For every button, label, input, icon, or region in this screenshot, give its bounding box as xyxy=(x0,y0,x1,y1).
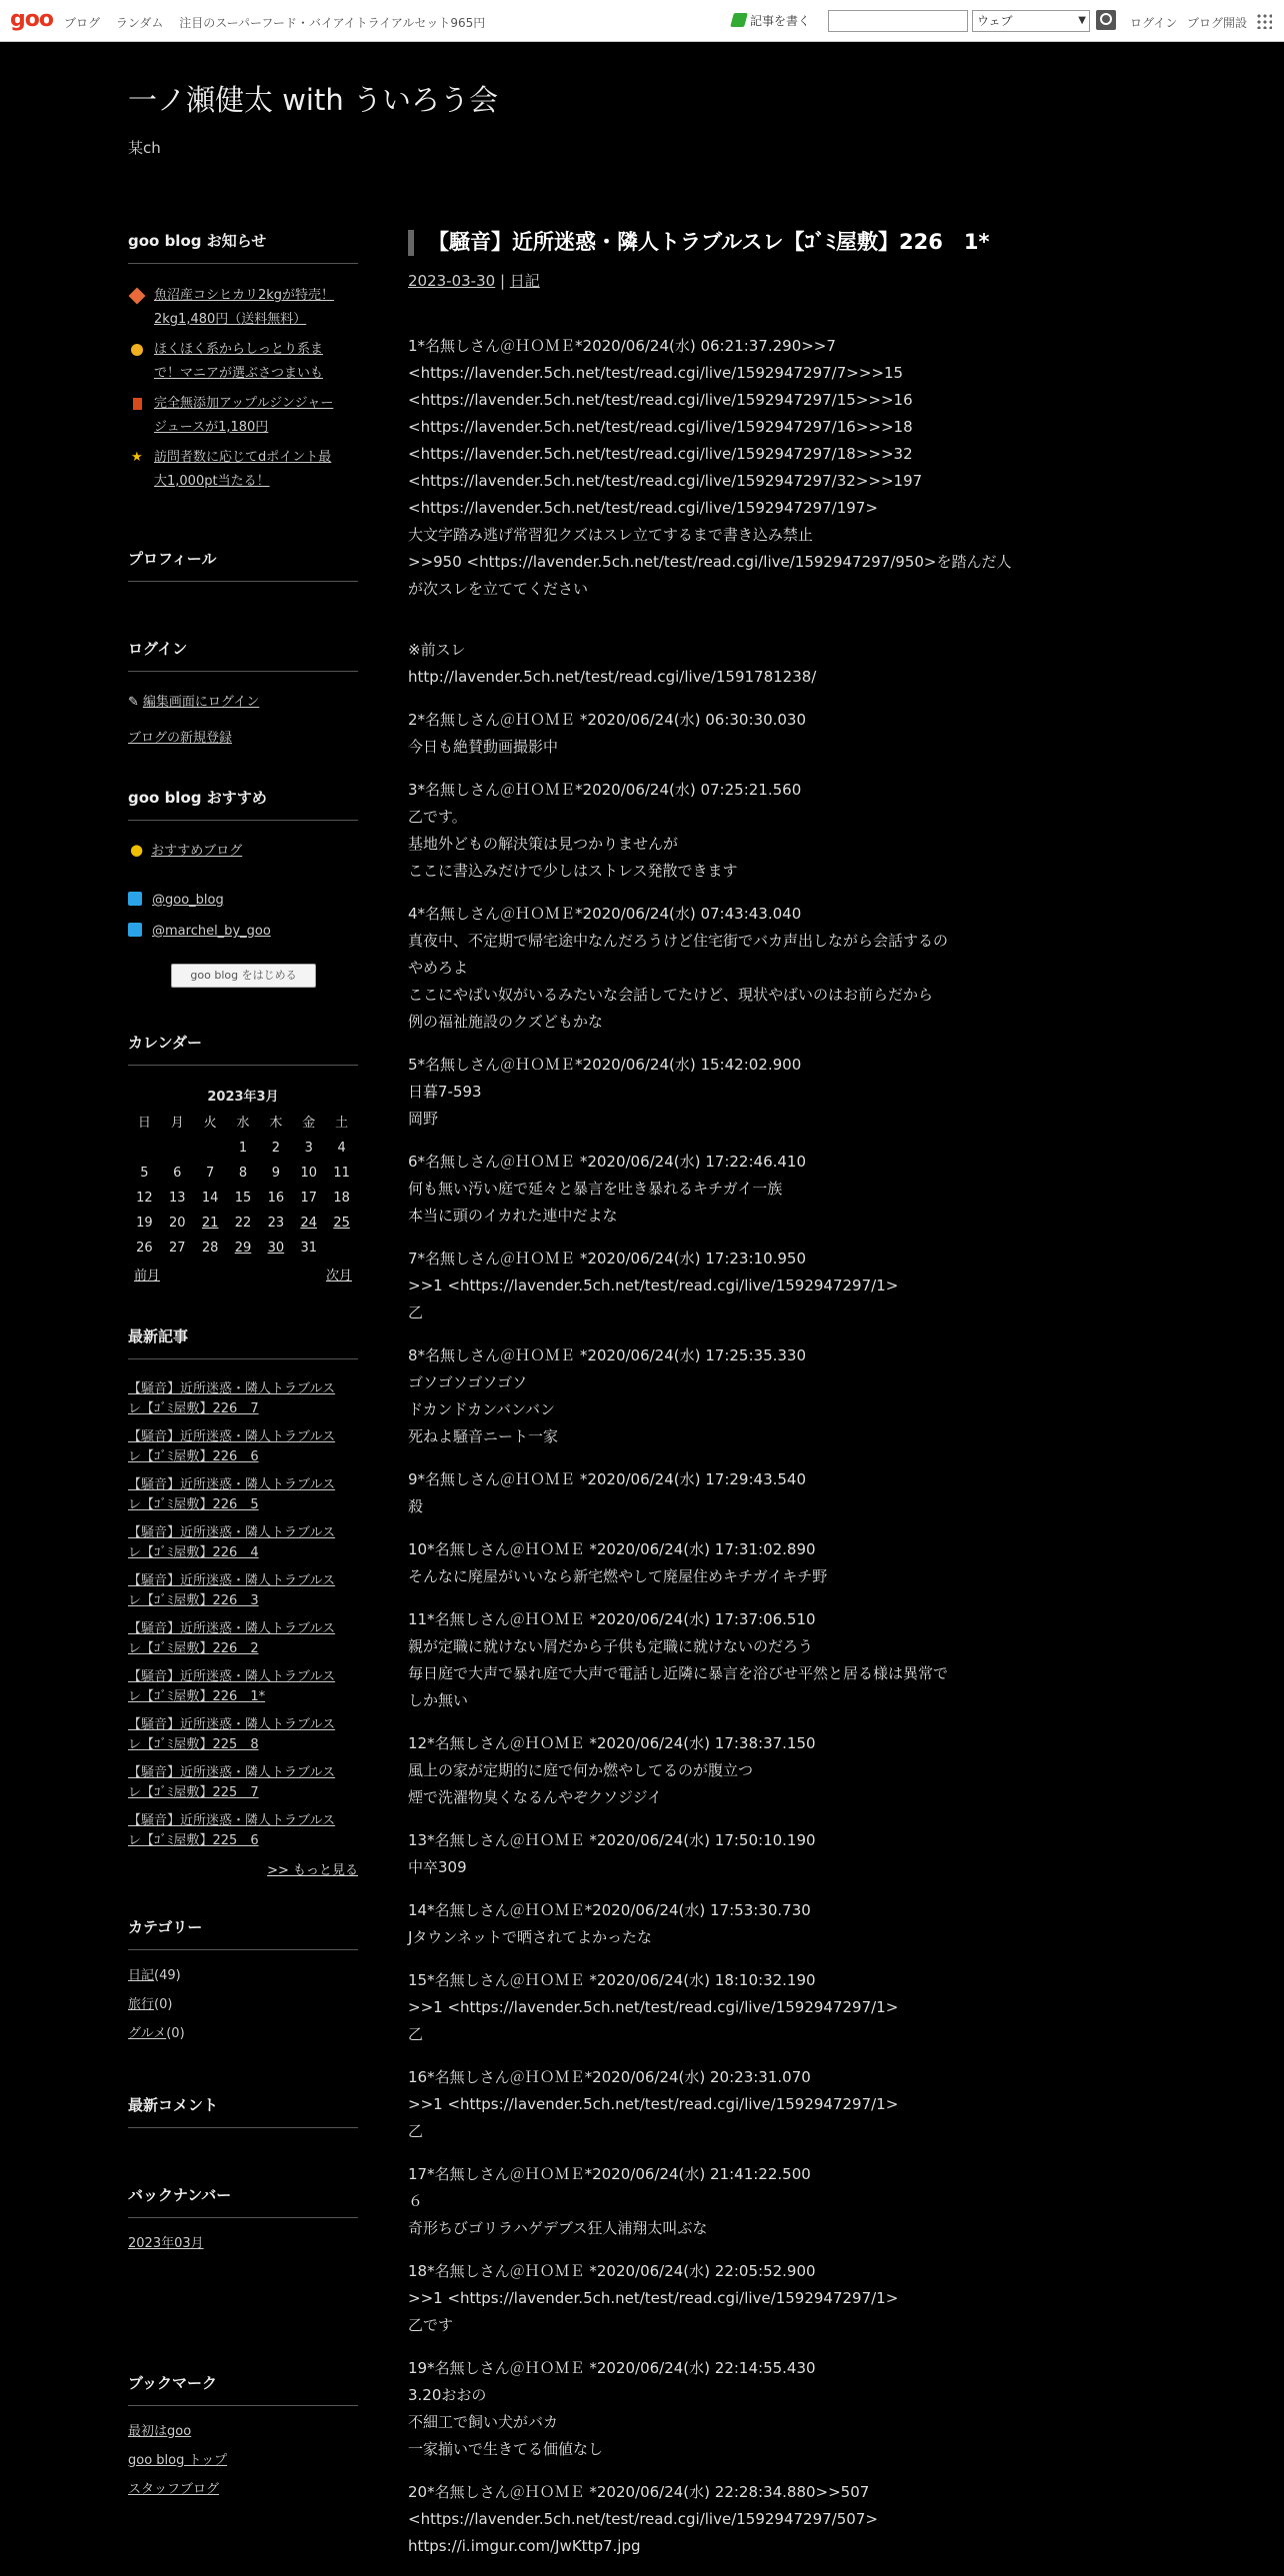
post-line: 乙 xyxy=(408,1303,424,1321)
notice-list xyxy=(128,284,358,494)
bookmark-list xyxy=(128,2422,358,2500)
post-line: 14*名無しさん＠ＨＯＭＥ*2020/06/24(水) 17:53:30.730 xyxy=(408,1901,811,1919)
grid-menu-icon[interactable] xyxy=(1256,13,1272,29)
twitter-row-1[interactable]: @goo_blog xyxy=(128,890,358,911)
post-line: 親が定職に就けない屑だから子供も定職に就けないのだろう xyxy=(408,1637,814,1655)
post-line: 大文字踏み逃げ常習犯クズはスレ立てするまで書き込み禁止 xyxy=(408,526,813,544)
calendar-day: 18 xyxy=(333,1191,350,1206)
goo-logo[interactable]: goo xyxy=(10,7,53,32)
post-line: が次スレを立ててください xyxy=(408,580,589,598)
star-icon: ★ xyxy=(131,450,143,465)
post-reply xyxy=(408,1246,1008,1326)
post-line: 16*名無しさん＠ＨＯＭＥ*2020/06/24(水) 20:23:31.070 xyxy=(408,2068,811,2086)
post-line: ゴソゴソゴソゴソ xyxy=(408,1373,528,1391)
post-line: ここにやばい奴がいるみたいな会話してたけど、現状やばいのはお前らだから xyxy=(408,986,934,1004)
calendar-day xyxy=(194,1136,227,1161)
post-title[interactable]: 【騒音】近所迷惑・隣人トラブルスレ【ｺﾞﾐ屋敷】226 1* xyxy=(408,224,1008,260)
bookmark-item[interactable]: 最初はgoo xyxy=(128,2424,192,2439)
blog-subtitle: 某ch xyxy=(128,139,161,157)
top-bar xyxy=(0,0,1284,42)
sidebar xyxy=(128,230,358,2500)
category-item[interactable]: グルメ(0) xyxy=(128,2026,185,2041)
notice-item[interactable]: 完全無添加アップルジンジャー ジュースが1,180円 xyxy=(128,392,358,440)
login-edit-row[interactable]: ✎ 編集画面にログイン xyxy=(128,695,260,710)
category-item[interactable]: 日記(49) xyxy=(128,1968,181,1983)
post-reply xyxy=(408,333,1012,603)
recent-article-item[interactable]: 【騒音】近所迷惑・隣人トラブルス レ【ｺﾞﾐ屋敷】225 7 xyxy=(128,1765,336,1800)
post-line: http://lavender.5ch.net/test/read.cgi/live/1591781238/ xyxy=(408,668,817,686)
post-line: <https://lavender.5ch.net/test/read.cgi/live/1592947297/7>>>15 xyxy=(408,364,904,382)
notice-heading: goo blog お知らせ xyxy=(128,230,358,264)
post-line: <https://lavender.5ch.net/test/read.cgi/live/1592947297/197> xyxy=(408,499,878,517)
backnumber-link[interactable]: 2023年03月 xyxy=(128,2236,204,2251)
calendar-day: 2 xyxy=(271,1141,280,1156)
calendar-day: 9 xyxy=(271,1166,280,1181)
post-line: 本当に頭のイカれた連中だよな xyxy=(408,1207,618,1225)
recommend-heading: goo blog おすすめ xyxy=(128,787,358,821)
spacer xyxy=(408,603,1008,637)
bookmark-item[interactable]: goo blog トップ xyxy=(128,2453,228,2468)
bookmark-heading: ブックマーク xyxy=(128,2372,358,2406)
post-reply xyxy=(408,1052,1008,1133)
post-reply xyxy=(408,2355,1008,2463)
spacer xyxy=(408,1951,1008,1967)
notice-item[interactable]: ★ 訪問者数に応じてdポイント最 大1,000pt当たる！ xyxy=(128,446,358,494)
calendar-day: 17 xyxy=(300,1191,317,1206)
post-reply xyxy=(408,1967,1008,2048)
notice-item[interactable]: ほくほく系からしっとり系ま で！マニアが選ぶさつまいも xyxy=(128,338,358,386)
calendar-day: 26 xyxy=(136,1241,153,1256)
spacer xyxy=(408,1520,1008,1536)
post-line: 13*名無しさん＠ＨＯＭＥ *2020/06/24(水) 17:50:10.190 xyxy=(408,1831,816,1849)
recent-list xyxy=(128,1379,358,1851)
post-line: >>950 <https://lavender.5ch.net/test/read.cgi/live/1592947297/950>を踏んだ人 xyxy=(408,553,1012,571)
category-heading: カテゴリー xyxy=(128,1916,358,1950)
post-reply xyxy=(408,1536,1008,1590)
calendar-week xyxy=(128,1161,358,1186)
spacer xyxy=(408,1133,1008,1149)
search-input[interactable] xyxy=(828,10,968,32)
post-reply xyxy=(408,1827,1008,1881)
login-heading: ログイン xyxy=(128,638,358,672)
calendar-day: 22 xyxy=(234,1216,252,1231)
post-line: 不細工で飼い犬がバカ xyxy=(408,2413,559,2431)
post-line: 死ねよ騒音ニート一家 xyxy=(408,1427,559,1445)
calendar-day: 19 xyxy=(136,1216,153,1231)
spacer xyxy=(408,761,1008,777)
calendar-day: 23 xyxy=(267,1216,285,1231)
post-line: ６ xyxy=(408,2192,424,2210)
post-meta: 2023-03-30 | 日記 xyxy=(408,272,540,290)
post-reply xyxy=(408,1466,1008,1520)
post-line: 中卒309 xyxy=(408,1858,467,1876)
post-line: >>1 <https://lavender.5ch.net/test/read.cgi/live/1592947297/1> xyxy=(408,1277,899,1294)
post-line: 乙です。 xyxy=(408,808,467,826)
calendar-nav xyxy=(128,1265,358,1284)
nav-blog[interactable]: ブログ xyxy=(64,16,101,30)
post-line: Jタウンネットで晒されてよかったな xyxy=(408,1928,652,1946)
spacer xyxy=(408,2048,1008,2064)
post-line: ここに書込みだけで少しはストレス発散できます xyxy=(408,862,738,880)
bookmark-item[interactable]: スタッフブログ xyxy=(128,2482,220,2497)
category-list xyxy=(128,1966,358,2044)
post-line: 1*名無しさん＠ＨＯＭＥ*2020/06/24(水) 06:21:37.290>>7 xyxy=(408,337,836,355)
calendar-week xyxy=(128,1136,358,1161)
post-reply xyxy=(408,1897,1008,1951)
bulb-icon: ● xyxy=(130,841,144,859)
post-line: しか無い xyxy=(408,1691,469,1709)
recent-article-item[interactable]: 【騒音】近所迷惑・隣人トラブルス レ【ｺﾞﾐ屋敷】226 7 xyxy=(128,1381,336,1416)
post-line: 風上の家が定期的に庭で何か燃やしてるのが腹立つ xyxy=(408,1761,754,1779)
recent-article-item[interactable]: 【騒音】近所迷惑・隣人トラブルス レ【ｺﾞﾐ屋敷】226 1* xyxy=(128,1669,336,1704)
post-reply xyxy=(408,2064,1008,2145)
calendar-day: 5 xyxy=(140,1166,149,1181)
spacer xyxy=(408,2145,1008,2161)
backnumber-heading: バックナンバー xyxy=(128,2184,358,2218)
post-line: 15*名無しさん＠ＨＯＭＥ *2020/06/24(水) 18:10:32.190 xyxy=(408,1971,816,1989)
write-article-link[interactable]: 記事を書く xyxy=(732,12,810,29)
spacer xyxy=(408,1881,1008,1897)
category-item[interactable]: 旅行(0) xyxy=(128,1997,173,2012)
calendar-day: 8 xyxy=(238,1166,248,1181)
calendar-day: 16 xyxy=(267,1191,285,1206)
post-category-link[interactable]: 日記 xyxy=(509,272,540,290)
calendar-day: 11 xyxy=(333,1166,350,1181)
search-button[interactable] xyxy=(1096,10,1116,30)
post-line: 2*名無しさん＠ＨＯＭＥ *2020/06/24(水) 06:30:30.030 xyxy=(408,711,807,729)
post-line: <https://lavender.5ch.net/test/read.cgi/live/1592947297/15>>>16 xyxy=(408,391,913,409)
blog-register-link[interactable]: ブログの新規登録 xyxy=(128,731,233,746)
post-reply xyxy=(408,1730,1008,1811)
spacer xyxy=(408,1230,1008,1246)
post-line: <https://lavender.5ch.net/test/read.cgi/live/1592947297/507> xyxy=(408,2510,878,2528)
calendar-day[interactable]: 29 xyxy=(234,1241,252,1256)
post-line: 奇形ちびゴリラハゲデブス狂人浦翔太叫ぶな xyxy=(408,2219,708,2237)
post-line: 岡野 xyxy=(408,1110,439,1128)
post-line: 何も無い汚い庭で延々と暴言を吐き暴れるキチガイ一族 xyxy=(408,1180,783,1198)
post-line: 7*名無しさん＠ＨＯＭＥ *2020/06/24(水) 17:23:10.950 xyxy=(408,1250,807,1268)
post-line: 3*名無しさん＠ＨＯＭＥ*2020/06/24(水) 07:25:21.560 xyxy=(408,781,802,799)
post-line: 今日も絶賛動画撮影中 xyxy=(408,738,559,756)
calendar-day xyxy=(128,1136,161,1161)
recent-article-item[interactable]: 【騒音】近所迷惑・隣人トラブルス レ【ｺﾞﾐ屋敷】226 5 xyxy=(128,1477,336,1512)
calendar-day xyxy=(325,1236,358,1261)
post-reply xyxy=(408,1149,1008,1230)
post-line: >>1 <https://lavender.5ch.net/test/read.cgi/live/1592947297/1> xyxy=(408,2095,899,2113)
spacer xyxy=(408,1326,1008,1342)
post-reply xyxy=(408,2258,1008,2339)
recent-article-item[interactable]: 【騒音】近所迷惑・隣人トラブルス レ【ｺﾞﾐ屋敷】226 6 xyxy=(128,1429,336,1464)
spacer xyxy=(408,2339,1008,2355)
calendar-body xyxy=(128,1136,358,1261)
calendar-day xyxy=(161,1136,194,1161)
post-line: 乙 xyxy=(408,2122,424,2140)
post-line: そんなに廃屋がいいなら新宅燃やして廃屋住めキチガイキチ野 xyxy=(408,1567,828,1585)
blog-title[interactable]: 一ノ瀬健太 with ういろう会 xyxy=(128,83,498,117)
calendar-heading: カレンダー xyxy=(128,1032,358,1066)
post-reply xyxy=(408,1606,1008,1714)
calendar-prev-link[interactable]: 前月 xyxy=(134,1269,161,1284)
post-body xyxy=(408,333,1012,2576)
post-line: 一家揃いで生きてる価値なし xyxy=(408,2440,604,2458)
calendar-day: 31 xyxy=(300,1241,317,1256)
post-line: 5*名無しさん＠ＨＯＭＥ*2020/06/24(水) 15:42:02.900 xyxy=(408,1056,802,1074)
spacer xyxy=(408,1714,1008,1730)
post-reply xyxy=(408,901,1008,1036)
search-scope-select[interactable]: ウェブ ▼ xyxy=(972,10,1090,32)
post-date-link[interactable]: 2023-03-30 xyxy=(408,272,496,290)
post-line: 基地外どもの解決策は見つかりませんが xyxy=(408,835,679,853)
post-line: 例の福祉施設のクズどもかな xyxy=(408,1013,603,1031)
post-line: ※前スレ xyxy=(408,641,466,659)
calendar xyxy=(128,1086,358,1284)
spacer xyxy=(408,1450,1008,1466)
notice-icon xyxy=(129,288,146,305)
post-line: 18*名無しさん＠ＨＯＭＥ *2020/06/24(水) 22:05:52.900 xyxy=(408,2262,816,2280)
nav-ad[interactable]: 注目のスーパーフード・バイアイトライアルセット965円 xyxy=(179,16,486,30)
calendar-day: 15 xyxy=(234,1191,252,1206)
post-line: 17*名無しさん＠ＨＯＭＥ*2020/06/24(水) 21:41:22.500 xyxy=(408,2165,811,2183)
recent-article-item[interactable]: 【騒音】近所迷惑・隣人トラブルス レ【ｺﾞﾐ屋敷】226 3 xyxy=(128,1573,336,1608)
more-link[interactable]: >> もっと見る xyxy=(267,1863,358,1878)
pen-icon xyxy=(730,13,748,27)
calendar-week xyxy=(128,1211,358,1236)
post-line: 9*名無しさん＠ＨＯＭＥ *2020/06/24(水) 17:29:43.540 xyxy=(408,1470,807,1488)
calendar-day: 27 xyxy=(169,1241,186,1256)
calendar-next-link[interactable]: 次月 xyxy=(325,1269,352,1284)
spacer xyxy=(408,691,1008,707)
calendar-day: 10 xyxy=(300,1166,317,1181)
post-line: 20*名無しさん＠ＨＯＭＥ *2020/06/24(水) 22:28:34.880>>507 xyxy=(408,2483,870,2501)
post-line: 19*名無しさん＠ＨＯＭＥ *2020/06/24(水) 22:14:55.430 xyxy=(408,2359,816,2377)
previous-thread-block xyxy=(408,637,1008,691)
post-line: 12*名無しさん＠ＨＯＭＥ *2020/06/24(水) 17:38:37.150 xyxy=(408,1734,816,1752)
chevron-down-icon: ▼ xyxy=(1078,15,1086,26)
spacer xyxy=(408,885,1008,901)
calendar-week xyxy=(128,1186,358,1211)
twitter-icon xyxy=(128,892,142,906)
post-line: 真夜中、不定期で帰宅途中なんだろうけど住宅街でバカ声出しながら会話するの xyxy=(408,932,949,950)
post-line: やめろよ xyxy=(408,959,469,977)
profile-heading: プロフィール xyxy=(128,548,358,582)
post-line: ドカンドカンバンバン xyxy=(408,1400,556,1418)
post-line: 殺 xyxy=(408,1497,424,1515)
calendar-day: 12 xyxy=(136,1191,153,1206)
calendar-day: 1 xyxy=(238,1141,248,1156)
post-line: https://i.imgur.com/JwKttp7.jpg xyxy=(408,2537,641,2555)
post-line: >>1 <https://lavender.5ch.net/test/read.cgi/live/1592947297/1> xyxy=(408,2289,899,2307)
calendar-day[interactable]: 21 xyxy=(201,1216,219,1231)
post-line: >>1 <https://lavender.5ch.net/test/read.cgi/live/1592947297/1> xyxy=(408,1998,899,2016)
post-line: 3.20おおの xyxy=(408,2386,487,2404)
blog-start-link[interactable]: ブログ開設 xyxy=(1187,16,1248,30)
spacer xyxy=(408,2463,1008,2479)
recent-article-item[interactable]: 【騒音】近所迷惑・隣人トラブルス レ【ｺﾞﾐ屋敷】226 4 xyxy=(128,1525,336,1560)
post-line: 日暮7-593 xyxy=(408,1083,482,1101)
recent-article-item[interactable]: 【騒音】近所迷惑・隣人トラブルス レ【ｺﾞﾐ屋敷】225 8 xyxy=(128,1717,336,1752)
post-reply xyxy=(408,2479,1008,2560)
calendar-day: 14 xyxy=(201,1191,219,1206)
recent-article-item[interactable]: 【騒音】近所迷惑・隣人トラブルス レ【ｺﾞﾐ屋敷】226 2 xyxy=(128,1621,336,1656)
calendar-day: 6 xyxy=(173,1166,182,1181)
recent-heading: 最新記事 xyxy=(128,1325,358,1359)
post-reply xyxy=(408,1342,1008,1450)
pencil-icon: ✎ xyxy=(128,695,139,710)
start-blog-button[interactable]: goo blog をはじめる xyxy=(171,964,316,988)
calendar-day: 20 xyxy=(169,1216,186,1231)
post-line: 毎日庭で大声で暴れ庭で大声で電話し近隣に暴言を浴びせ平然と居る様は異常で xyxy=(408,1664,949,1682)
spacer xyxy=(408,1036,1008,1052)
twitter-row-2[interactable]: @marchel_by_goo xyxy=(128,921,358,942)
twitter-icon xyxy=(128,923,142,937)
post-line: <https://lavender.5ch.net/test/read.cgi/live/1592947297/16>>>18 xyxy=(408,418,913,436)
calendar-day: 13 xyxy=(169,1191,186,1206)
nav-random[interactable]: ランダム xyxy=(115,16,164,30)
post-line: 煙で洗濯物臭くなるんやぞクソジジイ xyxy=(408,1788,662,1806)
post-line: <https://lavender.5ch.net/test/read.cgi/live/1592947297/32>>>197 xyxy=(408,472,923,490)
recent-article-item[interactable]: 【騒音】近所迷惑・隣人トラブルス レ【ｺﾞﾐ屋敷】225 6 xyxy=(128,1813,336,1848)
post-line: 10*名無しさん＠ＨＯＭＥ *2020/06/24(水) 17:31:02.890 xyxy=(408,1540,816,1558)
post-line: 11*名無しさん＠ＨＯＭＥ *2020/06/24(水) 17:37:06.510 xyxy=(408,1610,816,1628)
notice-item[interactable]: 魚沼産コシヒカリ2kgが特売！ 2kg1,480円（送料無料） xyxy=(128,284,358,332)
calendar-day: 7 xyxy=(206,1166,215,1181)
post-line: 8*名無しさん＠ＨＯＭＥ *2020/06/24(水) 17:25:35.330 xyxy=(408,1346,807,1364)
post-reply xyxy=(408,2161,1008,2242)
recommend-row[interactable]: ● おすすめブログ xyxy=(130,841,243,859)
post-line: 乙 xyxy=(408,2025,424,2043)
post-reply xyxy=(408,707,1008,761)
post-reply xyxy=(408,777,1008,885)
spacer xyxy=(408,1590,1008,1606)
spacer xyxy=(408,2560,1008,2576)
post-line: <https://lavender.5ch.net/test/read.cgi/live/1592947297/18>>>32 xyxy=(408,445,913,463)
calendar-day[interactable]: 25 xyxy=(333,1216,350,1231)
calendar-weekdays: 日 月 火 水 木 金 土 xyxy=(137,1116,349,1131)
post-line: 4*名無しさん＠ＨＯＭＥ*2020/06/24(水) 07:43:43.040 xyxy=(408,905,802,923)
spacer xyxy=(408,2242,1008,2258)
calendar-day: 28 xyxy=(201,1241,219,1256)
calendar-month: 2023年3月 xyxy=(207,1090,279,1105)
spacer xyxy=(408,1811,1008,1827)
post-line: 6*名無しさん＠ＨＯＭＥ *2020/06/24(水) 17:22:46.410 xyxy=(408,1153,807,1171)
notice-icon xyxy=(131,344,143,356)
comment-heading: 最新コメント xyxy=(128,2094,358,2128)
calendar-day[interactable]: 24 xyxy=(300,1216,317,1231)
calendar-day: 3 xyxy=(304,1141,313,1156)
top-nav xyxy=(64,14,497,31)
calendar-day: 4 xyxy=(337,1141,346,1156)
calendar-day[interactable]: 30 xyxy=(267,1241,285,1256)
login-link[interactable]: ログイン xyxy=(1130,16,1178,30)
main-content xyxy=(408,224,1012,2576)
calendar-week xyxy=(128,1236,358,1261)
notice-icon xyxy=(133,398,142,410)
post-line: 乙です xyxy=(408,2316,454,2334)
